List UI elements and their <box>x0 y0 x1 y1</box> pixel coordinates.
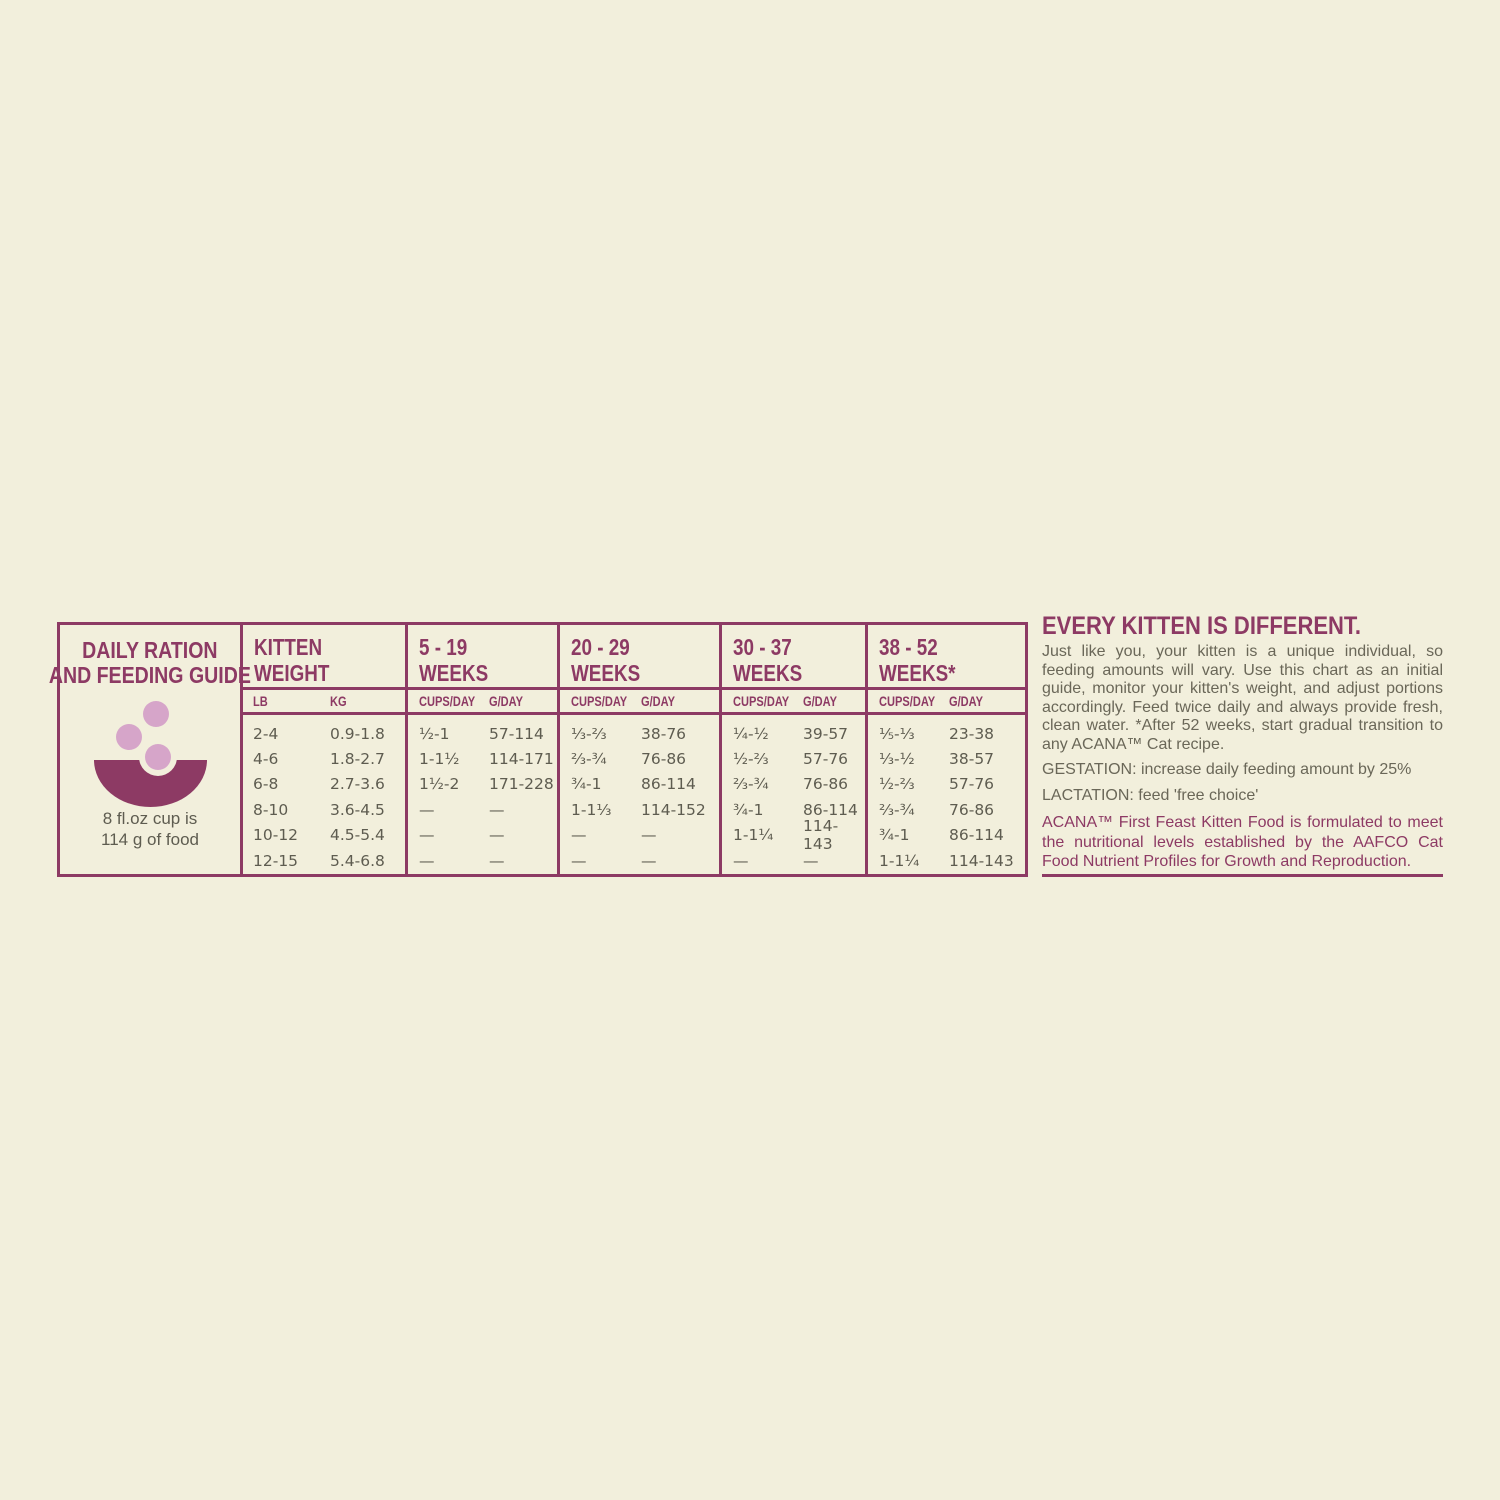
kg-header: KG <box>330 693 347 709</box>
cups-value: ¾-1 <box>733 800 764 819</box>
table-row <box>879 797 1025 822</box>
weight-subheader <box>243 690 405 715</box>
cups-value: ⅕-⅓ <box>879 724 915 743</box>
gestation-note: GESTATION: increase daily feeding amount by 25% <box>1042 761 1412 778</box>
cups-per-day-header: CUPS/DAY <box>879 693 936 709</box>
grams-value: 39-57 <box>803 724 849 743</box>
column-subheader <box>560 690 719 715</box>
weight-lb-value: 4-6 <box>253 750 279 769</box>
aafco-statement: ACANA™ First Feast Kitten Food is formulated to meet the nutritional levels established by the AAFCO Cat Food Nutrient Profiles for Growth and Reproduction. <box>1042 814 1443 870</box>
grams-value: 86-114 <box>803 800 858 819</box>
lactation-note: LACTATION: feed 'free choice' <box>1042 787 1259 804</box>
table-row <box>733 772 865 797</box>
cups-value: ⅔-¾ <box>733 775 769 794</box>
column-rows <box>722 715 865 873</box>
cups-value: 1-1½ <box>419 750 460 769</box>
weight-kg-value: 2.7-3.6 <box>330 775 385 794</box>
grams-per-day-header: G/DAY <box>489 693 524 709</box>
table-row <box>733 746 865 771</box>
grams-per-day-header: G/DAY <box>641 693 676 709</box>
table-row <box>419 772 557 797</box>
kibble-icon <box>116 724 142 750</box>
grams-per-day-header: G/DAY <box>803 693 838 709</box>
grams-value: — <box>489 826 505 845</box>
grams-value: 76-86 <box>641 750 687 769</box>
table-row <box>571 746 719 771</box>
cups-value: ½-⅔ <box>879 775 915 794</box>
guide-title-line1: DAILY RATION <box>82 637 218 663</box>
header-line1: 38 - 52 <box>879 634 938 660</box>
table-row <box>571 797 719 822</box>
table-row <box>733 817 865 854</box>
cups-value: — <box>571 851 587 870</box>
table-row <box>879 721 1025 746</box>
guide-title <box>31 638 269 688</box>
cups-value: 1-1¼ <box>879 851 920 870</box>
column-rows <box>408 715 557 873</box>
food-bowl-icon <box>94 701 207 797</box>
table-row <box>571 721 719 746</box>
table-row <box>253 721 405 746</box>
cups-value: — <box>571 826 587 845</box>
cups-value: — <box>733 851 749 870</box>
feeding-table <box>48 622 1028 877</box>
kibble-icon <box>143 701 169 727</box>
header-line2: WEEKS* <box>879 660 956 686</box>
cups-value: 1½-2 <box>419 775 460 794</box>
column-subheader <box>722 690 865 715</box>
table-row <box>253 848 405 873</box>
weight-kg-value: 1.8-2.7 <box>330 750 385 769</box>
weight-lb-value: 6-8 <box>253 775 279 794</box>
weeks-30-37-header <box>722 625 865 690</box>
weight-lb-value: 8-10 <box>253 800 289 819</box>
grams-value: 38-57 <box>949 750 995 769</box>
grams-value: — <box>641 851 657 870</box>
grams-value: 57-76 <box>949 775 995 794</box>
grams-value: 57-114 <box>489 724 544 743</box>
header-line2: WEEKS <box>733 660 803 686</box>
table-row <box>571 772 719 797</box>
cups-value: ½-⅔ <box>733 750 769 769</box>
cups-per-day-header: CUPS/DAY <box>419 693 476 709</box>
weeks-5-19-header <box>408 625 557 690</box>
header-line1: 20 - 29 <box>571 634 630 660</box>
cups-per-day-header: CUPS/DAY <box>571 693 628 709</box>
table-row <box>419 823 557 848</box>
table-row <box>253 772 405 797</box>
table-row <box>419 848 557 873</box>
guide-title-line2: AND FEEDING GUIDE <box>48 662 252 688</box>
header-line2: WEIGHT <box>254 660 330 686</box>
table-row <box>571 848 719 873</box>
table-row <box>419 721 557 746</box>
grams-per-day-header: G/DAY <box>949 693 984 709</box>
info-paragraph: Just like you, your kitten is a unique individual, so feeding amounts will vary. Use this chart as an initial guide, monitor your kitten's weight, and adjust portions accordingly. Feed twice daily and always provide fresh, clean water. *After 52 weeks, start gradual transition to any ACANA™ Cat recipe. <box>1042 643 1443 753</box>
kitten-weight-header <box>243 625 405 690</box>
table-row <box>253 746 405 771</box>
weeks-30-37-column <box>719 625 865 874</box>
weight-kg-value: 0.9-1.8 <box>330 724 385 743</box>
weight-rows <box>243 715 405 873</box>
kibble-icon <box>145 744 171 770</box>
weight-lb-value: 10-12 <box>253 826 299 845</box>
grams-value: 171-228 <box>489 775 554 794</box>
grams-value: 114-152 <box>641 800 706 819</box>
cups-value: 1-1⅓ <box>571 800 612 819</box>
weight-kg-value: 4.5-5.4 <box>330 826 385 845</box>
cups-per-day-header: CUPS/DAY <box>733 693 790 709</box>
table-row <box>419 746 557 771</box>
weight-lb-value: 12-15 <box>253 851 299 870</box>
column-subheader <box>408 690 557 715</box>
table-row <box>253 797 405 822</box>
table-row <box>879 772 1025 797</box>
cup-note <box>101 808 199 850</box>
grams-value: 86-114 <box>641 775 696 794</box>
header-line1: KITTEN <box>254 634 323 660</box>
cups-value: ⅓-⅔ <box>571 724 607 743</box>
weeks-38-52-header <box>868 625 1025 690</box>
grams-value: 76-86 <box>803 775 849 794</box>
table-row <box>879 746 1025 771</box>
info-section <box>1042 614 1443 872</box>
table-row <box>571 823 719 848</box>
weight-kg-value: 3.6-4.5 <box>330 800 385 819</box>
cups-value: ½-1 <box>419 724 450 743</box>
grams-value: 86-114 <box>949 826 1004 845</box>
cups-value: ¼-½ <box>733 724 769 743</box>
weight-kg-value: 5.4-6.8 <box>330 851 385 870</box>
grams-value: 38-76 <box>641 724 687 743</box>
cups-value: — <box>419 800 435 819</box>
table-row <box>733 721 865 746</box>
column-rows <box>560 715 719 873</box>
weeks-38-52-column <box>865 625 1025 874</box>
weeks-20-29-column <box>557 625 719 874</box>
grams-value: 114-171 <box>489 750 554 769</box>
column-subheader <box>868 690 1025 715</box>
weeks-20-29-header <box>560 625 719 690</box>
grams-value: 114-143 <box>949 851 1014 870</box>
header-line1: 30 - 37 <box>733 634 792 660</box>
cup-note-line1: 8 fl.oz cup is <box>102 809 198 828</box>
grams-value: 57-76 <box>803 750 849 769</box>
cups-value: ¾-1 <box>571 775 602 794</box>
grams-value: — <box>803 851 819 870</box>
cups-value: ⅔-¾ <box>571 750 607 769</box>
cups-value: ⅔-¾ <box>879 800 915 819</box>
grams-value: — <box>489 851 505 870</box>
grams-value: 23-38 <box>949 724 995 743</box>
cups-value: 1-1¼ <box>733 826 774 845</box>
header-line2: WEEKS <box>571 660 641 686</box>
cups-value: ¾-1 <box>879 826 910 845</box>
weeks-5-19-column <box>405 625 557 874</box>
cups-value: ⅓-½ <box>879 750 915 769</box>
table-row <box>253 823 405 848</box>
table-row <box>879 848 1025 873</box>
grams-value: — <box>641 826 657 845</box>
header-line1: 5 - 19 <box>419 634 468 660</box>
cups-value: — <box>419 826 435 845</box>
table-row <box>419 797 557 822</box>
bottom-rule <box>1042 874 1443 877</box>
cup-note-line2: 114 g of food <box>101 830 199 849</box>
daily-ration-cell <box>48 625 252 874</box>
header-line2: WEEKS <box>419 660 489 686</box>
lb-header: LB <box>253 693 268 709</box>
cups-value: — <box>419 851 435 870</box>
table-row <box>879 823 1025 848</box>
kitten-weight-column <box>240 625 405 874</box>
grams-value: — <box>489 800 505 819</box>
grams-value: 114-143 <box>803 817 839 854</box>
grams-value: 76-86 <box>949 800 995 819</box>
weight-lb-value: 2-4 <box>253 724 279 743</box>
column-rows <box>868 715 1025 873</box>
info-heading: EVERY KITTEN IS DIFFERENT. <box>1042 612 1362 640</box>
